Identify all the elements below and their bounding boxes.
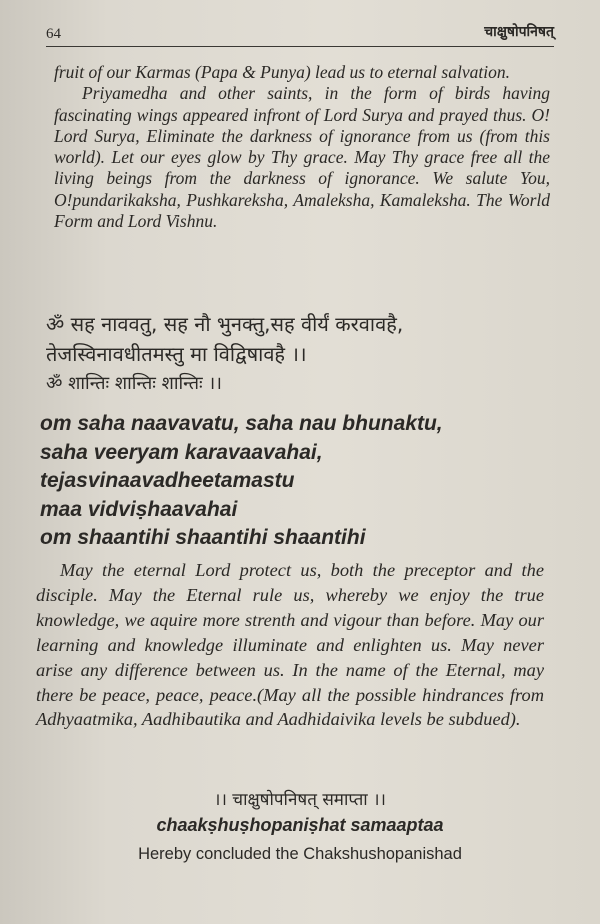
colophon-transliteration: chaakṣhuṣhopaniṣhat samaaptaa (156, 815, 444, 835)
shanti-mantra-line-1: ॐ सह नाववतु, सह नौ भुनक्तु,सह वीर्यं करवावहै, (46, 312, 404, 336)
transliteration-line-4: maa vidviṣhaavahai (40, 497, 238, 521)
shanti-mantra-line-3: ॐ शान्तिः शान्तिः शान्तिः ।। (46, 373, 222, 394)
page-header (46, 22, 554, 46)
colophon-english: Hereby concluded the Chakshushopanishad (138, 845, 462, 863)
transliteration-line-2: saha veeryam karavaavahai, (40, 440, 323, 464)
intro-paragraph-1: fruit of our Karmas (Papa & Punya) lead us to eternal salvation. (54, 62, 510, 82)
transliteration-line-3: tejasvinaavadheetamastu (40, 469, 295, 493)
transliteration-line-5: om shaantihi shaantihi shaantihi (40, 526, 366, 550)
header-rule (46, 46, 554, 47)
colophon-devanagari: ।। चाक्षुषोपनिषत् समाप्ता ।। (214, 790, 386, 810)
transliteration-block (40, 410, 560, 553)
intro-text (54, 62, 550, 232)
running-title: चाक्षुषोपनिषत् (484, 24, 554, 40)
transliteration-line-1: om saha naavavatu, saha nau bhunaktu, (40, 412, 443, 435)
translation-paragraph: May the eternal Lord protect us, both the preceptor and the disciple. May the Eternal rule us, whereby we enjoy the true knowledge, we aquire more strenth and vigour than before. May our learning and knowledge illuminate and enlighten us. May never arise any difference between us. In the name of the Eternal, may there be peace, peace, peace.(May all the possible hindrances from Adhyaatmika, Aadhibautika and Aadhidaivika levels be subdued). (36, 560, 544, 730)
intro-paragraph-2: Priyamedha and other saints, in the form of birds having fascinating wings appeared infront of Lord Surya and prayed thus. O! Lord Surya, Eliminate the darkness of ignorance from us (from this world). Let our eyes glow by Thy grace. May Thy grace free all the living beings from the darkness of ignorance. We salute You, O!pundarikaksha, Pushkareksha, Amaleksha, Kamaleksha. The World Form and Lord Vishnu. (54, 83, 550, 232)
page-number: 64 (46, 26, 61, 42)
shanti-mantra-line-2: तेजस्विनावधीतमस्तु मा विद्विषावहै ।। (46, 342, 307, 366)
